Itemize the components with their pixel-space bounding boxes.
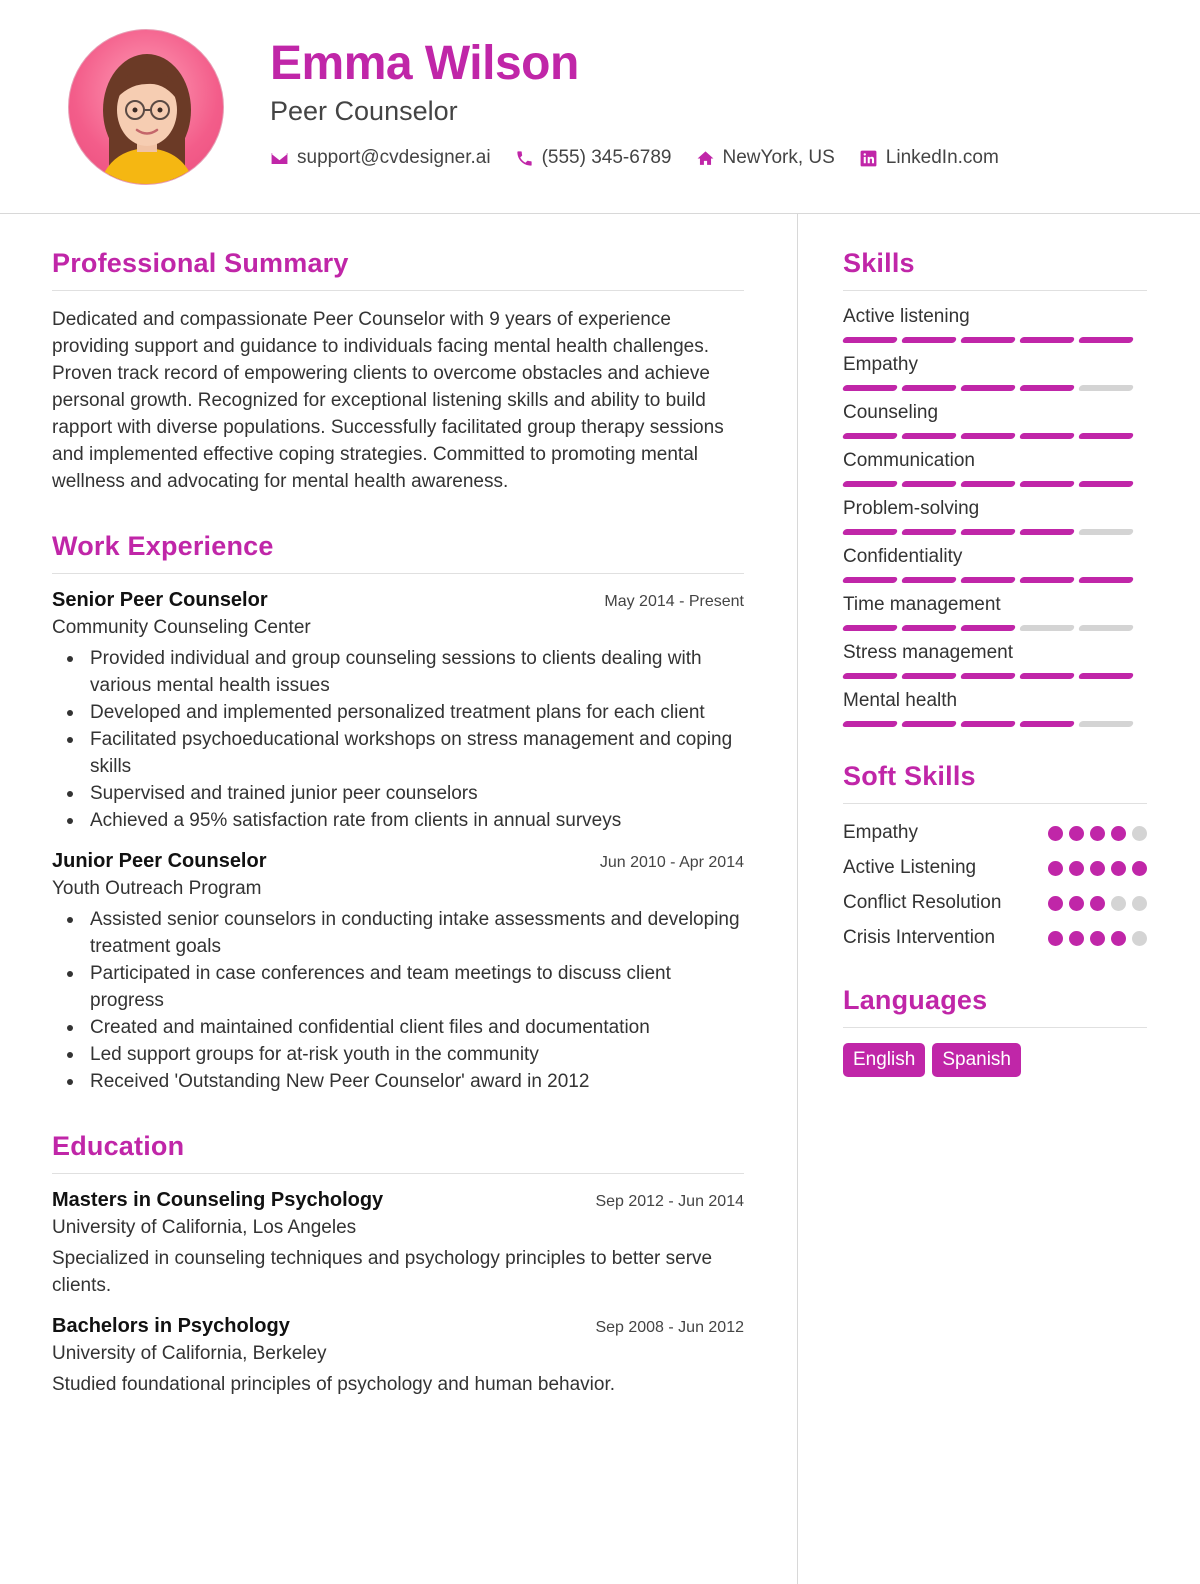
- skill-name: Confidentiality: [843, 546, 963, 567]
- skill-level-segment: [901, 721, 957, 727]
- soft-skill-name: Conflict Resolution: [843, 892, 1002, 913]
- skill-level-segment: [1078, 481, 1134, 487]
- skills-list: [843, 306, 1147, 727]
- job-bullets: [52, 906, 744, 1095]
- skill-level-segment: [1078, 577, 1134, 583]
- job-organization: Youth Outreach Program: [52, 878, 262, 899]
- soft-skill-item: [843, 819, 1147, 846]
- envelope-icon: [270, 149, 289, 168]
- skill-level-segment: [960, 529, 1016, 535]
- skill-level-bar: [843, 385, 1147, 391]
- rating-dot: [1069, 896, 1084, 911]
- education-description: Studied foundational principles of psychology and human behavior.: [52, 1374, 615, 1395]
- skill-level-segment: [842, 337, 898, 343]
- skill-level-segment: [1019, 385, 1075, 391]
- skill-level-segment: [1019, 529, 1075, 535]
- rating-dot: [1111, 826, 1126, 841]
- contact-linkedin[interactable]: [859, 147, 999, 169]
- skill-level-bar: [843, 337, 1147, 343]
- contact-row: [270, 147, 1023, 169]
- languages-heading: Languages: [843, 985, 1147, 1028]
- skill-level-segment: [901, 577, 957, 583]
- rating-dot: [1069, 826, 1084, 841]
- job-bullet: Developed and implemented personalized treatment plans for each client: [52, 699, 744, 726]
- job-bullet: Assisted senior counselors in conducting intake assessments and developing treatment goals: [52, 906, 744, 960]
- skill-level-segment: [960, 673, 1016, 679]
- skill-level-segment: [960, 433, 1016, 439]
- skill-level-segment: [901, 337, 957, 343]
- rating-dot: [1048, 861, 1063, 876]
- skill-level-segment: [1019, 433, 1075, 439]
- skill-level-segment: [842, 577, 898, 583]
- education-entry: [52, 1189, 744, 1299]
- skill-item: [843, 450, 1147, 487]
- contact-location: [696, 147, 835, 169]
- language-badge: Spanish: [932, 1043, 1021, 1077]
- rating-dot: [1132, 861, 1147, 876]
- experience-list: [52, 589, 744, 1095]
- email-text: support@cvdesigner.ai: [297, 147, 491, 168]
- skill-level-segment: [842, 625, 898, 631]
- rating-dot: [1090, 861, 1105, 876]
- skill-level-bar: [843, 721, 1147, 727]
- portrait-illustration: [69, 30, 224, 185]
- skill-name: Mental health: [843, 690, 958, 711]
- skill-level-segment: [1019, 673, 1075, 679]
- rating-dot: [1111, 861, 1126, 876]
- skill-level-segment: [1078, 385, 1134, 391]
- rating-dot: [1048, 896, 1063, 911]
- skill-level-segment: [1078, 625, 1134, 631]
- skill-item: [843, 690, 1147, 727]
- rating-dot: [1111, 896, 1126, 911]
- skill-level-segment: [1078, 337, 1134, 343]
- summary-text: Dedicated and compassionate Peer Counselor with 9 years of experience providing support and guidance to individuals facing mental health challenges. Proven track record of empowering clients to overcome obstacles and achieve personal growth. Recognized for exceptional listening skills and ability to build rapport with diverse populations. Successfully facilitated group therapy sessions and implemented effective coping strategies. Committed to promoting mental wellness and advocating for mental health awareness.: [52, 309, 724, 492]
- sidebar-column: [843, 248, 1147, 1077]
- skill-level-segment: [1078, 529, 1134, 535]
- job-bullet: Supervised and trained junior peer counselors: [52, 780, 744, 807]
- column-divider: [797, 214, 798, 1584]
- skill-name: Empathy: [843, 354, 918, 375]
- skill-level-bar: [843, 673, 1147, 679]
- skill-level-segment: [1078, 721, 1134, 727]
- job-bullets: [52, 645, 744, 834]
- skill-level-segment: [960, 385, 1016, 391]
- job-bullet: Achieved a 95% satisfaction rate from clients in annual surveys: [52, 807, 744, 834]
- experience-heading: Work Experience: [52, 531, 744, 574]
- soft-skill-rating: [1048, 889, 1147, 911]
- education-date: Sep 2008 - Jun 2012: [595, 1319, 744, 1336]
- skill-item: [843, 594, 1147, 631]
- soft-skill-item: [843, 889, 1147, 916]
- soft-skill-rating: [1048, 819, 1147, 841]
- rating-dot: [1069, 861, 1084, 876]
- job-role: Senior Peer Counselor: [52, 589, 268, 611]
- skill-level-bar: [843, 577, 1147, 583]
- skill-level-segment: [1019, 577, 1075, 583]
- skill-name: Time management: [843, 594, 1001, 615]
- skills-heading: Skills: [843, 248, 1147, 291]
- rating-dot: [1132, 826, 1147, 841]
- skill-item: [843, 354, 1147, 391]
- main-column: [52, 248, 744, 1414]
- skill-level-segment: [1019, 721, 1075, 727]
- rating-dot: [1069, 931, 1084, 946]
- skill-level-bar: [843, 625, 1147, 631]
- languages-list: [843, 1043, 1147, 1077]
- skill-level-segment: [1019, 625, 1075, 631]
- skill-level-segment: [960, 577, 1016, 583]
- skill-level-segment: [1019, 337, 1075, 343]
- soft-skill-rating: [1048, 924, 1147, 946]
- job-bullet: Provided individual and group counseling sessions to clients dealing with various mental health issues: [52, 645, 744, 699]
- skill-name: Communication: [843, 450, 975, 471]
- contact-email[interactable]: [270, 147, 491, 169]
- job-bullet: Participated in case conferences and team meetings to discuss client progress: [52, 960, 744, 1014]
- rating-dot: [1111, 931, 1126, 946]
- skill-level-segment: [842, 481, 898, 487]
- skill-level-segment: [960, 625, 1016, 631]
- education-description: Specialized in counseling techniques and psychology principles to better serve clients.: [52, 1248, 713, 1296]
- soft-skills-heading: Soft Skills: [843, 761, 1147, 804]
- skill-name: Problem-solving: [843, 498, 980, 519]
- skill-level-segment: [901, 673, 957, 679]
- skill-level-segment: [901, 529, 957, 535]
- education-date: Sep 2012 - Jun 2014: [595, 1193, 744, 1210]
- skill-level-segment: [960, 337, 1016, 343]
- linkedin-icon: [859, 149, 878, 168]
- skill-item: [843, 642, 1147, 679]
- job-date: May 2014 - Present: [604, 593, 744, 610]
- skill-item: [843, 402, 1147, 439]
- skill-name: Counseling: [843, 402, 939, 423]
- job-bullet: Led support groups for at-risk youth in the community: [52, 1041, 744, 1068]
- skill-level-segment: [1078, 673, 1134, 679]
- rating-dot: [1048, 931, 1063, 946]
- job-date: Jun 2010 - Apr 2014: [599, 854, 744, 871]
- linkedin-text: LinkedIn.com: [885, 147, 999, 168]
- language-badge: English: [843, 1043, 925, 1077]
- skill-level-segment: [960, 481, 1016, 487]
- skill-level-segment: [842, 673, 898, 679]
- education-degree: Masters in Counseling Psychology: [52, 1189, 384, 1211]
- job-organization: Community Counseling Center: [52, 617, 311, 638]
- soft-skills-list: [843, 819, 1147, 951]
- rating-dot: [1090, 896, 1105, 911]
- soft-skill-item: [843, 854, 1147, 881]
- job-bullet: Created and maintained confidential client files and documentation: [52, 1014, 744, 1041]
- skill-level-segment: [842, 721, 898, 727]
- soft-skill-rating: [1048, 854, 1147, 876]
- rating-dot: [1132, 931, 1147, 946]
- job-entry: [52, 589, 744, 834]
- rating-dot: [1090, 826, 1105, 841]
- candidate-title: Peer Counselor: [270, 96, 458, 126]
- skill-level-segment: [901, 385, 957, 391]
- location-text: NewYork, US: [722, 147, 835, 168]
- skill-level-bar: [843, 529, 1147, 535]
- skill-item: [843, 498, 1147, 535]
- education-heading: Education: [52, 1131, 744, 1174]
- skill-level-segment: [842, 433, 898, 439]
- skill-item: [843, 306, 1147, 343]
- soft-skill-item: [843, 924, 1147, 951]
- skill-level-segment: [842, 385, 898, 391]
- profile-photo: [68, 29, 224, 185]
- education-school: University of California, Berkeley: [52, 1343, 327, 1364]
- job-entry: [52, 850, 744, 1095]
- job-role: Junior Peer Counselor: [52, 850, 267, 872]
- rating-dot: [1090, 931, 1105, 946]
- skill-name: Stress management: [843, 642, 1014, 663]
- skill-item: [843, 546, 1147, 583]
- job-bullet: Received 'Outstanding New Peer Counselor' award in 2012: [52, 1068, 744, 1095]
- job-bullet: Facilitated psychoeducational workshops on stress management and coping skills: [52, 726, 744, 780]
- skill-level-segment: [901, 433, 957, 439]
- education-entry: [52, 1315, 744, 1398]
- phone-icon: [515, 149, 534, 168]
- rating-dot: [1132, 896, 1147, 911]
- candidate-name: Emma Wilson: [270, 37, 579, 90]
- skill-level-segment: [901, 625, 957, 631]
- soft-skill-name: Crisis Intervention: [843, 927, 996, 948]
- skill-level-segment: [1019, 481, 1075, 487]
- soft-skill-name: Active Listening: [843, 857, 977, 878]
- skill-level-segment: [960, 721, 1016, 727]
- education-degree: Bachelors in Psychology: [52, 1315, 290, 1337]
- rating-dot: [1048, 826, 1063, 841]
- education-school: University of California, Los Angeles: [52, 1217, 357, 1238]
- skill-name: Active listening: [843, 306, 970, 327]
- phone-text: (555) 345-6789: [541, 147, 672, 168]
- soft-skill-name: Empathy: [843, 822, 918, 843]
- skill-level-segment: [1078, 433, 1134, 439]
- skill-level-bar: [843, 481, 1147, 487]
- summary-heading: Professional Summary: [52, 248, 744, 291]
- skill-level-bar: [843, 433, 1147, 439]
- home-icon: [696, 149, 715, 168]
- resume-header: [0, 0, 1200, 214]
- contact-phone[interactable]: [515, 147, 672, 169]
- skill-level-segment: [901, 481, 957, 487]
- skill-level-segment: [842, 529, 898, 535]
